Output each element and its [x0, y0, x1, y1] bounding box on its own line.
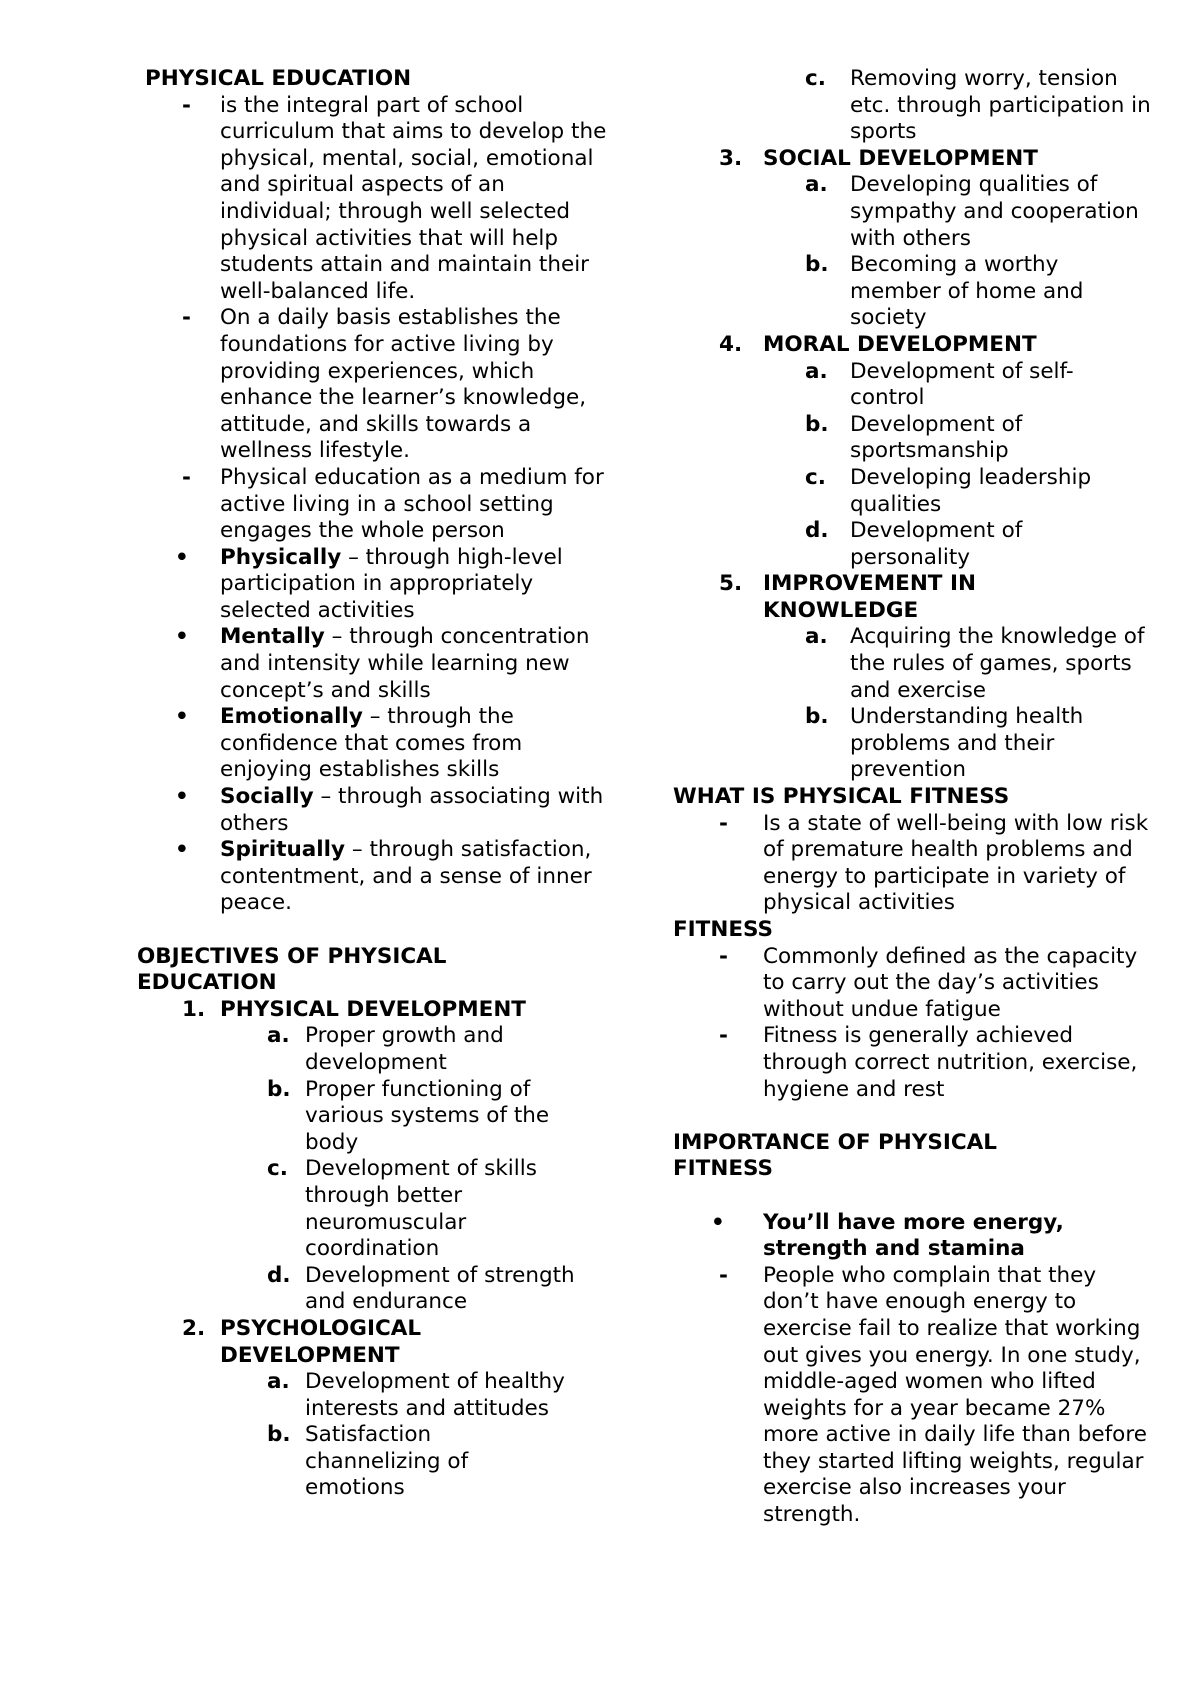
aspect-desc: – through associating with others [220, 784, 604, 836]
bullet-marker: • [711, 1209, 725, 1235]
objective-heading [137, 997, 607, 1024]
sub-letter: b. [805, 704, 829, 730]
dash-marker: - [182, 464, 191, 490]
aspect-desc: – through the confidence that comes from enjoying establishes skills [220, 704, 523, 783]
fitness-question-title: WHAT IS PHYSICAL FITNESS [673, 784, 1010, 810]
intro-item [137, 465, 607, 545]
importance-title: IMPORTANCE OF PHYSICAL FITNESS [673, 1129, 997, 1182]
sub-item [673, 704, 1153, 784]
aspect-term: Physically [220, 544, 342, 570]
sub-item [673, 624, 1153, 704]
aspect-item [137, 545, 607, 625]
sub-item [137, 1369, 607, 1422]
sub-letter: a. [805, 172, 828, 198]
blank-line [673, 1183, 1153, 1210]
sub-item [673, 518, 1153, 571]
blank-line [673, 1103, 1153, 1130]
sub-letter: a. [805, 624, 828, 650]
dash-marker: - [719, 1023, 728, 1049]
sub-item [137, 1023, 607, 1076]
sub-item [137, 1422, 607, 1502]
bullet-marker: • [175, 544, 189, 570]
aspect-item [137, 704, 607, 784]
aspect-item [137, 837, 607, 917]
sub-item [673, 172, 1153, 252]
sub-item [673, 66, 1153, 146]
sub-text: Acquiring the knowledge of the rules of games, sports and exercise [850, 624, 1145, 703]
sub-item [673, 252, 1153, 332]
sub-letter: d. [805, 518, 829, 544]
dash-marker: - [719, 1262, 728, 1288]
right-column [673, 66, 1153, 1529]
aspect-desc: – through concentration and intensity while learning new concept’s and skills [220, 624, 590, 703]
sub-letter: b. [805, 252, 829, 278]
aspect-item [137, 784, 607, 837]
pe-title: PHYSICAL EDUCATION [145, 66, 412, 91]
sub-item [137, 1077, 607, 1157]
fitness-item [673, 1023, 1153, 1103]
bullet-marker: • [175, 837, 189, 863]
importance-desc-text: People who complain that they don’t have enough energy to exercise fail to realize that working out gives you energy. In one study, middle-aged women who lifted weights for a year became 27% more active in daily life than before they started lifting weights, regular exercise also increases your strength. [763, 1262, 1147, 1528]
objective-number: 5. [719, 571, 743, 597]
aspect-item [137, 624, 607, 704]
sub-item [137, 1263, 607, 1316]
sub-text: Development of strength and endurance [305, 1262, 575, 1315]
fitness-text: Commonly defined as the capacity to carry out the day’s activities without undue fatigue [763, 943, 1138, 1022]
intro-text: On a daily basis establishes the foundations for active living by providing experiences, which enhance the learner’s knowledge, attitude, and skills towards a wellness lifestyle. [220, 305, 587, 464]
objective-number: 3. [719, 145, 743, 171]
objective-heading [673, 146, 1153, 173]
sub-letter: a. [267, 1023, 290, 1049]
objective-title: MORAL DEVELOPMENT [763, 331, 1037, 357]
sub-item [673, 412, 1153, 465]
objectives-title: OBJECTIVES OF PHYSICAL EDUCATION [137, 943, 447, 996]
aspect-term: Socially [220, 784, 314, 810]
fitness-question-text: Is a state of well-being with low risk of premature health problems and energy to participate in variety of physical activities [763, 810, 1149, 916]
sub-letter: b. [267, 1422, 291, 1448]
bullet-marker: • [175, 704, 189, 730]
left-column [137, 66, 607, 1502]
sub-text: Proper functioning of various systems of the body [305, 1076, 550, 1155]
sub-text: Developing leadership qualities [850, 464, 1092, 517]
objective-title: IMPROVEMENT IN KNOWLEDGE [763, 571, 976, 623]
dash-marker: - [719, 943, 728, 969]
objective-heading [673, 332, 1153, 359]
objective-number: 1. [182, 996, 206, 1022]
sub-text: Development of skills through better neuromuscular coordination [305, 1156, 537, 1262]
dash-marker: - [182, 305, 191, 331]
sub-text: Satisfaction channelizing of emotions [305, 1422, 469, 1501]
sub-letter: c. [805, 66, 826, 91]
aspect-term: Mentally [220, 624, 325, 650]
sub-text: Development of healthy interests and attitudes [305, 1369, 565, 1421]
intro-text: is the integral part of school curriculum that aims to develop the physical, mental, social, emotional and spiritual aspects of an individual; through well selected physical activities that will help students attain and maintain their well-balanced life. [220, 92, 607, 304]
fitness-title: FITNESS [673, 917, 774, 942]
sub-text: Proper growth and development [305, 1023, 504, 1075]
sub-text: Becoming a worthy member of home and society [850, 252, 1084, 331]
intro-text: Physical education as a medium for active living in a school setting engages the whole person [220, 464, 604, 544]
sub-letter: b. [805, 411, 829, 437]
sub-text: Development of sportsmanship [850, 411, 1023, 464]
objective-heading [137, 1316, 607, 1369]
dash-marker: - [182, 92, 191, 118]
objective-heading [673, 571, 1153, 624]
aspect-desc: – through satisfaction, contentment, and a sense of inner peace. [220, 837, 592, 916]
objective-title: PHYSICAL DEVELOPMENT [220, 996, 526, 1022]
objective-number: 2. [182, 1315, 206, 1341]
sub-text: Development of self-control [850, 358, 1074, 411]
importance-point [673, 1210, 1153, 1263]
objective-title: SOCIAL DEVELOPMENT [763, 145, 1038, 171]
sub-text: Development of personality [850, 518, 1023, 570]
bullet-marker: • [175, 624, 189, 650]
objective-title: PSYCHOLOGICAL DEVELOPMENT [220, 1315, 422, 1368]
importance-point-text: You’ll have more energy, strength and stamina [763, 1209, 1064, 1262]
sub-letter: a. [805, 358, 828, 384]
fitness-question-item [673, 811, 1153, 917]
sub-letter: c. [805, 464, 826, 490]
sub-text: Understanding health problems and their prevention [850, 704, 1084, 783]
blank-line [137, 917, 607, 944]
sub-letter: a. [267, 1369, 290, 1395]
fitness-item [673, 944, 1153, 1024]
importance-desc-item [673, 1263, 1153, 1529]
sub-letter: b. [267, 1076, 291, 1102]
intro-item [137, 93, 607, 306]
bullet-marker: • [175, 784, 189, 810]
sub-letter: c. [267, 1156, 288, 1182]
sub-item [673, 465, 1153, 518]
intro-item [137, 305, 607, 465]
sub-text: Developing qualities of sympathy and cooperation with others [850, 172, 1139, 251]
fitness-text: Fitness is generally achieved through correct nutrition, exercise, hygiene and rest [763, 1023, 1138, 1102]
aspect-term: Emotionally [220, 704, 363, 730]
aspect-desc: – through high-level participation in appropriately selected activities [220, 544, 563, 623]
sub-letter: d. [267, 1262, 291, 1288]
dash-marker: - [719, 810, 728, 836]
sub-text: Removing worry, tension etc. through participation in sports [850, 66, 1151, 145]
sub-item [673, 359, 1153, 412]
objective-number: 4. [719, 331, 743, 357]
aspect-term: Spiritually [220, 837, 346, 863]
sub-item [137, 1156, 607, 1262]
